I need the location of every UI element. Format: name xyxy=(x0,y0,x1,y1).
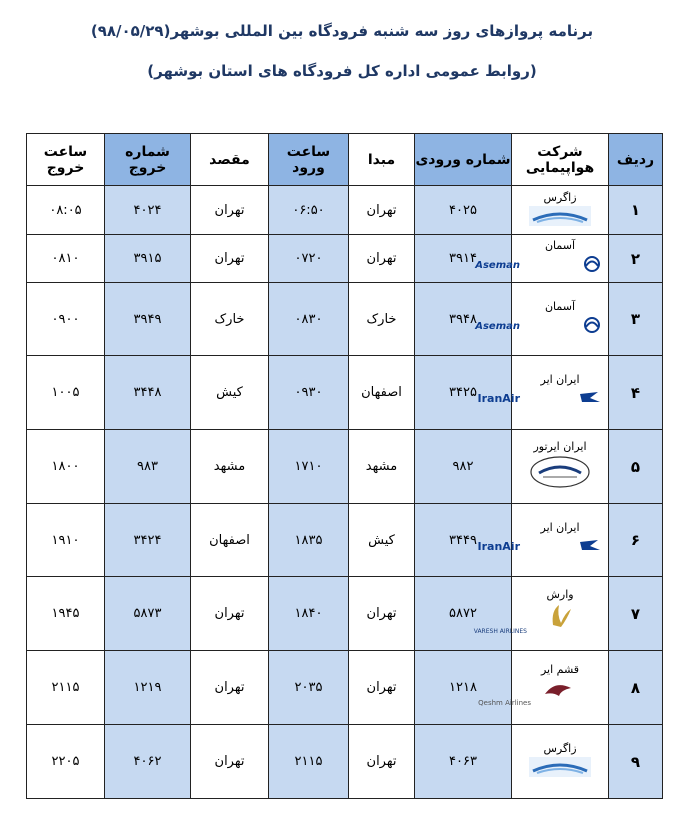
cell-departure-time: ۲۲۰۵ xyxy=(27,725,105,799)
cell-arrival-time: ۲۰۳۵ xyxy=(269,651,349,725)
aseman-logo xyxy=(475,254,602,278)
cell-destination: تهران xyxy=(191,577,269,651)
cell-arrival-time: ۱۸۴۰ xyxy=(269,577,349,651)
svg-text:VARESH AIRLINES: VARESH AIRLINES xyxy=(473,628,527,635)
cell-departure-number: ۳۹۱۵ xyxy=(105,235,191,283)
cell-arrival-number: ۳۴۴۹ xyxy=(415,504,512,577)
cell-origin: خارک xyxy=(349,283,415,356)
cell-arrival-number: ۳۹۱۴ xyxy=(415,235,512,283)
cell-row-number: ۳ xyxy=(609,283,663,356)
airline-name: وارش xyxy=(546,588,574,601)
cell-airline xyxy=(512,186,609,235)
zagros-logo xyxy=(529,757,591,781)
table-row xyxy=(27,577,663,651)
airline-cell-content xyxy=(512,440,608,493)
cell-arrival-time: ۲۱۱۵ xyxy=(269,725,349,799)
iranairtour-logo xyxy=(529,455,591,493)
cell-departure-number: ۵۸۷۳ xyxy=(105,577,191,651)
cell-arrival-number: ۴۰۲۵ xyxy=(415,186,512,235)
col-header-departure-time: ساعت خروج xyxy=(27,134,105,186)
cell-airline xyxy=(477,504,609,577)
cell-airline xyxy=(512,430,609,504)
cell-arrival-number: ۴۰۶۳ xyxy=(415,725,512,799)
cell-departure-number: ۳۹۴۹ xyxy=(105,283,191,356)
airline-cell-content xyxy=(473,588,608,639)
svg-text:IranAir: IranAir xyxy=(477,539,520,553)
cell-origin: تهران xyxy=(349,235,415,283)
col-header-airline: شرکت هواپیمایی xyxy=(512,134,609,186)
airline-cell-content xyxy=(512,191,608,230)
svg-text:IranAir: IranAir xyxy=(477,392,520,405)
flight-schedule-table xyxy=(26,133,663,799)
cell-airline xyxy=(477,356,609,430)
cell-destination: خارک xyxy=(191,283,269,356)
table-row xyxy=(27,283,663,356)
page-title: برنامه پروازهای روز سه شنبه فرودگاه بین المللی بوشهر(۹۸/۰۵/۲۹) xyxy=(90,22,594,40)
cell-row-number: ۷ xyxy=(609,577,663,651)
svg-text:Aseman: Aseman xyxy=(475,320,520,332)
col-header-arrival-number: شماره ورودی xyxy=(415,134,512,186)
airline-name: ایران ایر xyxy=(540,373,580,386)
cell-departure-number: ۹۸۳ xyxy=(105,430,191,504)
cell-departure-time: ۲۱۱۵ xyxy=(27,651,105,725)
iranair-logo xyxy=(477,388,602,412)
svg-text:Aseman: Aseman xyxy=(475,260,520,271)
cell-departure-number: ۴۰۶۲ xyxy=(105,725,191,799)
cell-departure-time: ۱۸۰۰ xyxy=(27,430,105,504)
cell-arrival-time: ۰۹۳۰ xyxy=(269,356,349,430)
airline-name: ایران ایر xyxy=(540,520,580,534)
cell-arrival-time: ۰۸۳۰ xyxy=(269,283,349,356)
table-row xyxy=(27,725,663,799)
svg-text:Qeshm Airlines: Qeshm Airlines xyxy=(478,699,531,707)
cell-row-number: ۵ xyxy=(609,430,663,504)
cell-departure-number: ۱۲۱۹ xyxy=(105,651,191,725)
cell-arrival-time: ۱۷۱۰ xyxy=(269,430,349,504)
cell-origin: تهران xyxy=(349,725,415,799)
qeshm-logo xyxy=(478,678,595,712)
cell-origin: تهران xyxy=(349,651,415,725)
cell-arrival-number: ۳۹۴۸ xyxy=(415,283,512,356)
cell-destination: مشهد xyxy=(191,430,269,504)
cell-departure-time: ۱۹۱۰ xyxy=(27,504,105,577)
airline-cell-content xyxy=(478,663,608,712)
cell-destination: کیش xyxy=(191,356,269,430)
cell-origin: تهران xyxy=(349,577,415,651)
airline-name: ایران ایرتور xyxy=(533,440,587,453)
table-row xyxy=(27,356,663,430)
airline-cell-content xyxy=(477,520,608,560)
airline-cell-content xyxy=(475,239,608,278)
cell-arrival-number: ۳۴۲۵ xyxy=(415,356,512,430)
cell-row-number: ۶ xyxy=(609,504,663,577)
cell-airline xyxy=(512,725,609,799)
cell-arrival-number: ۹۸۲ xyxy=(415,430,512,504)
airline-name: زاگرس xyxy=(543,190,577,204)
col-header-destination: مقصد xyxy=(191,134,269,186)
table-header-row xyxy=(27,134,663,186)
cell-destination: اصفهان xyxy=(191,504,269,577)
table-row xyxy=(27,504,663,577)
cell-row-number: ۸ xyxy=(609,651,663,725)
airline-cell-content xyxy=(475,299,608,339)
cell-destination: تهران xyxy=(191,186,269,235)
cell-departure-time: ۰۸۱۰ xyxy=(27,235,105,283)
airline-cell-content xyxy=(477,373,608,412)
cell-origin: تهران xyxy=(349,186,415,235)
cell-arrival-time: ۱۸۳۵ xyxy=(269,504,349,577)
cell-destination: تهران xyxy=(191,235,269,283)
cell-row-number: ۴ xyxy=(609,356,663,430)
cell-arrival-time: ۰۶:۵۰ xyxy=(269,186,349,235)
cell-origin: مشهد xyxy=(349,430,415,504)
cell-origin: کیش xyxy=(349,504,415,577)
col-header-departure-number: شماره خروج xyxy=(105,134,191,186)
table-row xyxy=(27,430,663,504)
zagros-logo xyxy=(529,206,591,230)
cell-arrival-number: ۵۸۷۲ xyxy=(415,577,512,651)
cell-departure-number: ۳۴۴۸ xyxy=(105,356,191,430)
cell-departure-time: ۰۹۰۰ xyxy=(27,283,105,356)
cell-airline xyxy=(475,235,609,283)
varesh-logo xyxy=(473,603,595,639)
cell-destination: تهران xyxy=(191,725,269,799)
airline-name: آسمان xyxy=(544,299,576,313)
airline-cell-content xyxy=(512,742,608,781)
cell-airline xyxy=(473,577,609,651)
airline-name: زاگرس xyxy=(543,742,577,755)
cell-airline xyxy=(478,651,609,725)
cell-departure-time: ۱۰۰۵ xyxy=(27,356,105,430)
cell-airline xyxy=(475,283,609,356)
cell-departure-time: ۰۸:۰۵ xyxy=(27,186,105,235)
cell-row-number: ۱ xyxy=(609,186,663,235)
col-header-row-number: ردیف xyxy=(609,134,663,186)
table-row xyxy=(27,235,663,283)
cell-arrival-time: ۰۷۲۰ xyxy=(269,235,349,283)
iranair-logo xyxy=(477,536,602,560)
cell-origin: اصفهان xyxy=(349,356,415,430)
airline-name: آسمان xyxy=(544,239,576,252)
col-header-origin: مبدا xyxy=(349,134,415,186)
airline-name: قشم ایر xyxy=(540,663,580,676)
cell-arrival-number: ۱۲۱۸ xyxy=(415,651,512,725)
col-header-arrival-time: ساعت ورود xyxy=(269,134,349,186)
cell-row-number: ۲ xyxy=(609,235,663,283)
cell-departure-time: ۱۹۴۵ xyxy=(27,577,105,651)
cell-destination: تهران xyxy=(191,651,269,725)
table-row xyxy=(27,186,663,235)
cell-departure-number: ۴۰۲۴ xyxy=(105,186,191,235)
page-subtitle: (روابط عمومی اداره کل فرودگاه های استان بوشهر) xyxy=(147,62,537,80)
aseman-logo xyxy=(475,315,602,339)
cell-departure-number: ۳۴۲۴ xyxy=(105,504,191,577)
table-row xyxy=(27,651,663,725)
cell-row-number: ۹ xyxy=(609,725,663,799)
